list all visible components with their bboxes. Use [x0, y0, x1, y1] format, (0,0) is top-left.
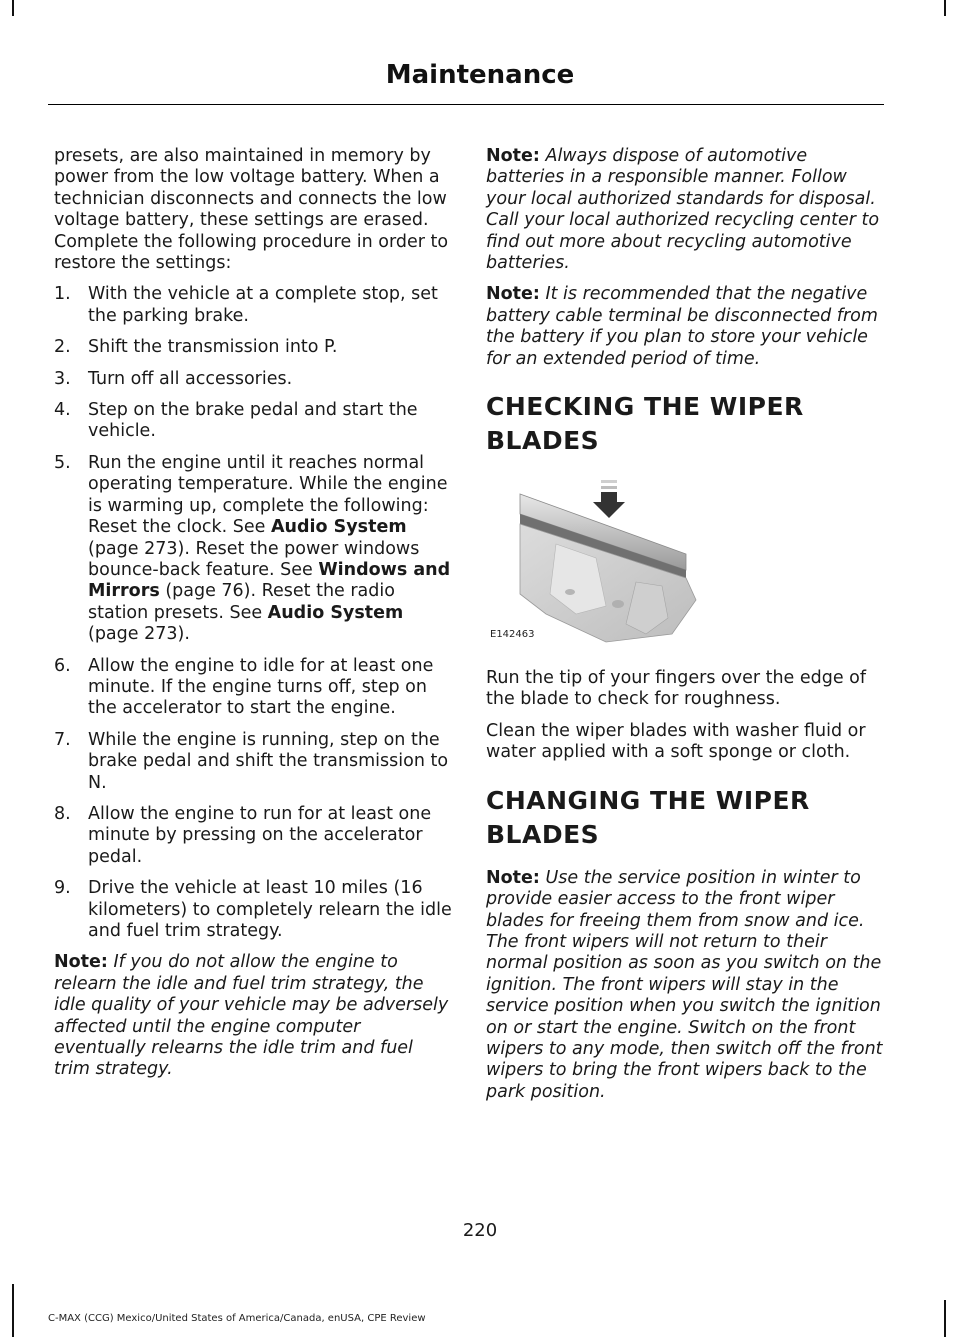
header-rule — [48, 104, 884, 105]
intro-paragraph: presets, are also maintained in memory by power from the low voltage battery. When a technician disconnects and connects the low voltage battery, these settings are erased. Complete the following procedure in order to restore the settings: — [54, 146, 449, 274]
step-text: With the vehicle at a complete stop, set the parking brake. — [88, 284, 438, 326]
idle-relearn-note — [54, 952, 452, 1080]
step-number: 1. — [54, 284, 71, 305]
left-column — [54, 146, 452, 1091]
document-info-footer: C-MAX (CCG) Mexico/United States of America/Canada, enUSA, CPE Review — [48, 1313, 426, 1324]
note-text: Use the service position in winter to provide easier access to the front wiper blades for freeing them from snow and ice. The front wipers will not return to their normal position as soon as you switch on the ignition. The front wipers will stay in the service position when you switch the ignition on or start the engine. Switch on the front wipers to any mode, then switch off the front wipers to bring the front wipers back to the park position. — [486, 867, 883, 1102]
restore-settings-steps — [54, 284, 452, 942]
page-number: 220 — [462, 1220, 498, 1241]
step-text: While the engine is running, step on the brake pedal and shift the transmission to N. — [88, 729, 449, 793]
step-number: 7. — [54, 729, 71, 750]
step-item — [54, 804, 452, 868]
cross-reference-link[interactable]: Audio System — [267, 602, 404, 623]
down-arrow-icon — [593, 480, 625, 518]
battery-storage-note — [486, 284, 884, 370]
cross-reference-link[interactable]: Audio System — [271, 517, 407, 538]
step-item — [54, 337, 452, 358]
step-text: Allow the engine to idle for at least one minute. If the engine turns off, step on the accelerator to start the engine. — [88, 655, 434, 719]
service-position-note — [486, 868, 884, 1103]
note-text: If you do not allow the engine to relearn the idle and fuel trim strategy, the idle quality of your vehicle may be adversely affected until the engine computer eventually relearns the idle trim and fuel trim strategy. — [54, 952, 449, 1080]
step-text: Drive the vehicle at least 10 miles (16 kilometers) to completely relearn the idle and fuel trim strategy. — [88, 878, 452, 941]
note-text: Always dispose of automotive batteries in a responsible manner. Follow your local authorized standards for disposal. Call your local authorized recycling center to find out more about recycling automotive batteries. — [486, 146, 880, 274]
battery-disposal-note — [486, 146, 884, 274]
step-text: Step on the brake pedal and start the vehicle. — [88, 400, 418, 442]
note-text: It is recommended that the negative battery cable terminal be disconnected from the battery if you plan to store your vehicle for an extended period of time. — [486, 284, 878, 369]
step-number: 2. — [54, 337, 71, 358]
crop-mark-top-left-v — [12, 0, 14, 16]
clean-blades-paragraph: Clean the wiper blades with washer fluid or water applied with a soft sponge or cloth. — [486, 720, 866, 763]
page-header-title: Maintenance — [385, 60, 575, 90]
step-text: Shift the transmission into P. — [88, 337, 338, 358]
step-item — [54, 878, 452, 942]
step-item — [54, 453, 452, 646]
cross-reference-link[interactable]: Windows and Mirrors — [88, 559, 451, 602]
step-item — [54, 400, 452, 443]
section-heading-checking-wiper-blades: CHECKING THE WIPER BLADES — [486, 392, 804, 456]
step-number: 4. — [54, 400, 71, 421]
crop-mark-top-right-v — [944, 0, 946, 16]
note-label: Note: — [486, 284, 540, 305]
step-item — [54, 284, 452, 327]
figure-id-label: E142463 — [490, 629, 535, 641]
note-label: Note: — [54, 952, 108, 973]
crop-mark-bottom-right-v — [944, 1300, 946, 1337]
step-item — [54, 730, 452, 794]
step-text: (page 273). Reset the power windows bounce-back feature. See — [88, 538, 420, 580]
section-heading-changing-wiper-blades: CHANGING THE WIPER BLADES — [486, 785, 810, 849]
step-text: (page 273). — [88, 624, 190, 645]
check-roughness-paragraph: Run the tip of your fingers over the edge of the blade to check for roughness. — [486, 668, 867, 710]
step-item — [54, 656, 452, 720]
step-number: 5. — [54, 452, 71, 473]
note-label: Note: — [486, 867, 540, 888]
step-item — [54, 369, 452, 390]
note-label: Note: — [486, 146, 540, 166]
step-text: Turn off all accessories. — [88, 368, 293, 389]
step-number: 3. — [54, 368, 71, 389]
step-text: Allow the engine to run for at least one minute by pressing on the accelerator pedal. — [88, 803, 432, 867]
wiper-blade-figure — [486, 474, 716, 652]
step-number: 8. — [54, 803, 71, 824]
step-number: 6. — [54, 655, 71, 676]
crop-mark-bottom-left-v — [12, 1284, 14, 1337]
step-text: (page 76). Reset the radio station presets. See — [88, 581, 395, 623]
step-text: Run the engine until it reaches normal operating temperature. While the engine is warming up, complete the following: Reset the clock. See — [88, 452, 448, 538]
right-column — [486, 146, 884, 1113]
step-number: 9. — [54, 878, 71, 899]
